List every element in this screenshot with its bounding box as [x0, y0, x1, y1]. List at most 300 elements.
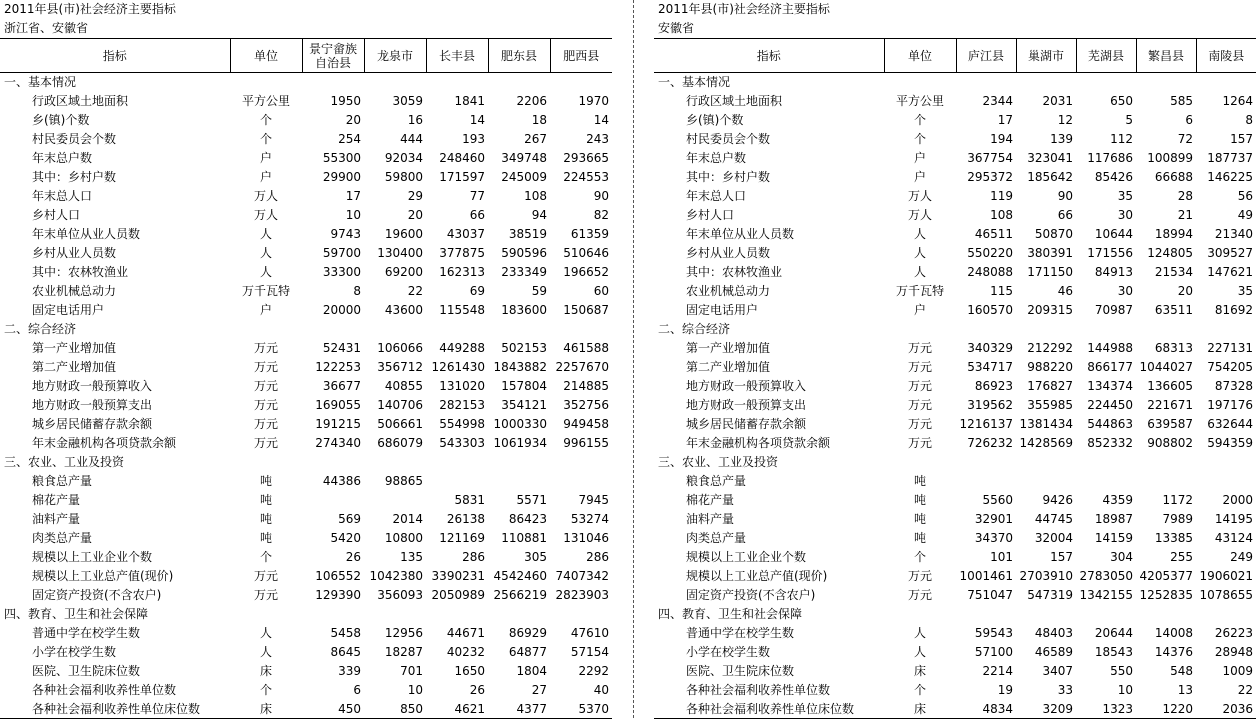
value-cell: 53274	[570, 512, 609, 526]
value-cell: 110881	[501, 531, 547, 545]
value-cell: 10644	[1094, 227, 1133, 241]
unit-cell: 人	[259, 265, 272, 279]
table-row	[0, 529, 612, 548]
value-cell: 134374	[1087, 379, 1133, 393]
indicator-label: 其中：乡村户数	[686, 170, 771, 184]
table-row	[0, 434, 612, 453]
table-row	[654, 377, 1256, 396]
indicator-label: 第一产业增加值	[32, 341, 117, 355]
value-cell: 686079	[377, 436, 423, 450]
value-cell: 43124	[1214, 531, 1253, 545]
header-county: 景宁畲族自治县	[302, 39, 364, 73]
unit-cell: 床	[230, 700, 302, 719]
value-cell: 7945	[578, 493, 609, 507]
value-cell: 122253	[315, 360, 361, 374]
header-county: 繁昌县	[1136, 39, 1196, 73]
indicator-label: 普通中学在校学生数	[32, 626, 141, 640]
value-cell: 2703910	[1019, 569, 1073, 583]
value-cell: 4377	[488, 700, 550, 719]
value-cell: 18543	[1094, 645, 1133, 659]
value-cell: 4542460	[493, 569, 547, 583]
table-row	[654, 92, 1256, 111]
table-row	[0, 396, 612, 415]
section-row	[0, 320, 612, 339]
value-cell: 1428569	[1019, 436, 1073, 450]
section-label: 四、教育、卫生和社会保障	[4, 607, 149, 621]
header-county: 肥西县	[550, 39, 612, 73]
indicator-label: 村民委员会个数	[32, 132, 117, 146]
value-cell: 639587	[1147, 417, 1193, 431]
table-row	[654, 149, 1256, 168]
value-cell: 249	[1230, 550, 1253, 564]
value-cell: 243	[586, 132, 609, 146]
section-row	[0, 453, 612, 472]
indicator-label: 普通中学在校学生数	[686, 626, 795, 640]
value-cell	[956, 453, 1016, 472]
value-cell: 101	[990, 550, 1013, 564]
table-row	[0, 377, 612, 396]
table-row	[654, 624, 1256, 643]
value-cell: 632644	[1207, 417, 1253, 431]
value-cell: 754205	[1207, 360, 1253, 374]
section-label: 一、基本情况	[4, 75, 77, 90]
value-cell: 61359	[570, 227, 609, 241]
value-cell	[364, 73, 426, 92]
unit-cell: 户	[913, 170, 926, 184]
table-row	[0, 263, 612, 282]
indicator-label: 乡(镇)个数	[32, 113, 90, 127]
value-cell: 2000	[1222, 493, 1253, 507]
value-cell: 147621	[1207, 265, 1253, 279]
value-cell: 160570	[967, 303, 1013, 317]
unit-cell: 人	[259, 626, 272, 640]
unit-cell: 平方公里	[895, 94, 944, 108]
indicator-label: 固定电话用户	[686, 303, 759, 317]
value-cell: 119	[990, 189, 1013, 203]
indicator-label: 地方财政一般预算支出	[686, 398, 807, 412]
indicator-label: 固定电话用户	[32, 303, 105, 317]
value-cell: 117686	[1087, 151, 1133, 165]
value-cell: 10800	[384, 531, 423, 545]
unit-cell: 万元	[907, 398, 932, 412]
value-cell: 9426	[1042, 493, 1073, 507]
value-cell: 12956	[384, 626, 423, 640]
indicator-label: 农业机械总动力	[686, 284, 771, 298]
value-cell: 92034	[384, 151, 423, 165]
value-cell: 157	[1050, 550, 1073, 564]
value-cell: 44386	[322, 474, 361, 488]
table-row	[654, 491, 1256, 510]
value-cell	[488, 472, 550, 491]
value-cell: 48403	[1034, 626, 1073, 640]
value-cell: 866177	[1087, 360, 1133, 374]
value-cell: 2823903	[555, 588, 609, 602]
table-row	[0, 92, 612, 111]
unit-cell: 吨	[913, 474, 926, 488]
table-body	[654, 73, 1256, 719]
table-row	[0, 415, 612, 434]
unit-cell: 户	[913, 151, 926, 165]
unit-cell: 吨	[259, 474, 272, 488]
value-cell: 319562	[967, 398, 1013, 412]
value-cell: 380391	[1027, 246, 1073, 260]
value-cell	[550, 320, 612, 339]
table-body	[0, 73, 612, 719]
value-cell: 1650	[454, 664, 485, 678]
value-cell: 4621	[426, 700, 488, 719]
indicator-label: 乡(镇)个数	[686, 113, 744, 127]
indicator-label: 其中：乡村户数	[32, 170, 117, 184]
value-cell: 1264	[1222, 94, 1253, 108]
value-cell: 274340	[315, 436, 361, 450]
section-row	[654, 320, 1256, 339]
value-cell	[1016, 453, 1076, 472]
value-cell	[1076, 605, 1136, 624]
value-cell: 21340	[1214, 227, 1253, 241]
value-cell: 28948	[1214, 645, 1253, 659]
page-title: 2011年县(市)社会经济主要指标	[4, 2, 176, 16]
value-cell: 46511	[974, 227, 1013, 241]
unit-cell: 个	[259, 683, 272, 697]
value-cell: 84913	[1094, 265, 1133, 279]
value-cell: 115	[990, 284, 1013, 298]
indicator-label: 小学在校学生数	[32, 645, 117, 659]
value-cell: 59	[531, 284, 547, 298]
unit-cell: 万元	[253, 341, 278, 355]
value-cell: 57100	[974, 645, 1013, 659]
value-cell	[1196, 453, 1256, 472]
section-label: 四、教育、卫生和社会保障	[658, 607, 803, 621]
right-page	[654, 0, 1260, 718]
table-row	[654, 225, 1256, 244]
unit-cell	[884, 605, 956, 624]
value-cell: 36677	[322, 379, 361, 393]
value-cell: 17	[345, 189, 361, 203]
unit-cell	[230, 453, 302, 472]
indicator-label: 规模以上工业企业个数	[32, 550, 153, 564]
value-cell: 594359	[1207, 436, 1253, 450]
value-cell: 4834	[956, 700, 1016, 719]
value-cell: 323041	[1027, 151, 1073, 165]
value-cell: 13385	[1154, 531, 1193, 545]
value-cell: 18	[531, 113, 547, 127]
value-cell: 33	[1057, 683, 1073, 697]
value-cell: 304	[1110, 550, 1133, 564]
value-cell: 550220	[967, 246, 1013, 260]
value-cell: 9743	[330, 227, 361, 241]
table-row	[654, 396, 1256, 415]
value-cell: 131020	[439, 379, 485, 393]
value-cell: 121169	[439, 531, 485, 545]
value-cell: 86929	[508, 626, 547, 640]
table-row	[654, 206, 1256, 225]
unit-cell: 个	[913, 550, 926, 564]
value-cell: 212292	[1027, 341, 1073, 355]
value-cell: 49	[1237, 208, 1253, 222]
value-cell	[302, 453, 364, 472]
value-cell: 996155	[563, 436, 609, 450]
table-row	[654, 263, 1256, 282]
value-cell	[550, 605, 612, 624]
indicator-label: 地方财政一般预算支出	[32, 398, 153, 412]
value-cell: 106552	[315, 569, 361, 583]
unit-cell: 万元	[253, 398, 278, 412]
value-cell: 1970	[578, 94, 609, 108]
value-cell: 14	[593, 113, 609, 127]
unit-cell	[230, 73, 302, 92]
unit-cell: 万元	[253, 436, 278, 450]
value-cell: 193	[462, 132, 485, 146]
table-row	[654, 339, 1256, 358]
header-unit: 单位	[230, 39, 302, 73]
value-cell: 19600	[384, 227, 423, 241]
value-cell: 224553	[563, 170, 609, 184]
value-cell: 17	[997, 113, 1013, 127]
table-row	[0, 130, 612, 149]
value-cell: 30	[1117, 284, 1133, 298]
value-cell: 367754	[967, 151, 1013, 165]
value-cell: 544863	[1087, 417, 1133, 431]
unit-cell: 个	[259, 550, 272, 564]
value-cell: 82	[593, 208, 609, 222]
table-row	[0, 700, 612, 719]
value-cell: 81692	[1214, 303, 1253, 317]
indicator-label: 年末单位从业人员数	[32, 227, 141, 241]
indicator-label: 医院、卫生院床位数	[32, 664, 141, 678]
value-cell	[426, 453, 488, 472]
value-cell: 2257670	[555, 360, 609, 374]
value-cell: 510646	[563, 246, 609, 260]
table-row	[654, 358, 1256, 377]
value-cell	[1136, 453, 1196, 472]
value-cell: 2566219	[493, 588, 547, 602]
value-cell: 8645	[330, 645, 361, 659]
value-cell: 1009	[1222, 664, 1253, 678]
value-cell: 108	[990, 208, 1013, 222]
section-row	[0, 605, 612, 624]
value-cell: 282153	[439, 398, 485, 412]
value-cell: 3059	[392, 94, 423, 108]
value-cell: 1841	[454, 94, 485, 108]
table-row	[654, 168, 1256, 187]
value-cell: 1000330	[493, 417, 547, 431]
value-cell: 1172	[1162, 493, 1193, 507]
value-cell: 949458	[563, 417, 609, 431]
table-row	[0, 358, 612, 377]
value-cell: 5831	[454, 493, 485, 507]
value-cell: 29900	[322, 170, 361, 184]
value-cell	[488, 320, 550, 339]
table-row	[654, 643, 1256, 662]
value-cell	[550, 73, 612, 92]
value-cell: 2014	[392, 512, 423, 526]
value-cell	[488, 453, 550, 472]
value-cell: 1950	[330, 94, 361, 108]
value-cell	[1196, 472, 1256, 491]
table-row	[654, 415, 1256, 434]
value-cell: 64877	[508, 645, 547, 659]
unit-cell: 个	[913, 113, 926, 127]
value-cell: 115548	[439, 303, 485, 317]
value-cell: 1261430	[431, 360, 485, 374]
value-cell: 196652	[563, 265, 609, 279]
value-cell: 908802	[1147, 436, 1193, 450]
unit-cell: 万元	[253, 588, 278, 602]
value-cell	[1016, 605, 1076, 624]
value-cell: 7407342	[555, 569, 609, 583]
value-cell: 162313	[439, 265, 485, 279]
unit-cell: 个	[913, 132, 926, 146]
unit-cell: 万元	[907, 379, 932, 393]
value-cell	[956, 320, 1016, 339]
value-cell: 29	[407, 189, 423, 203]
value-cell: 34370	[974, 531, 1013, 545]
value-cell: 20	[407, 208, 423, 222]
unit-cell	[884, 73, 956, 92]
value-cell: 194	[990, 132, 1013, 146]
page-divider	[633, 0, 634, 718]
value-cell: 2783050	[1079, 569, 1133, 583]
value-cell: 5571	[516, 493, 547, 507]
header-county: 巢湖市	[1016, 39, 1076, 73]
value-cell: 850	[364, 700, 426, 719]
unit-cell: 吨	[913, 512, 926, 526]
value-cell: 46589	[1034, 645, 1073, 659]
value-cell: 43037	[446, 227, 485, 241]
value-cell: 85426	[1094, 170, 1133, 184]
value-cell	[426, 73, 488, 92]
value-cell: 40	[593, 683, 609, 697]
table-row	[0, 339, 612, 358]
value-cell: 293665	[563, 151, 609, 165]
value-cell: 28	[1177, 189, 1193, 203]
value-cell	[302, 491, 364, 510]
value-cell: 60	[593, 284, 609, 298]
value-cell: 20	[1177, 284, 1193, 298]
section-row	[654, 605, 1256, 624]
value-cell: 5370	[550, 700, 612, 719]
indicator-label: 乡村人口	[32, 208, 81, 222]
indicator-label: 各种社会福利收养性单位数	[32, 683, 177, 697]
table-row	[654, 434, 1256, 453]
value-cell: 18987	[1094, 512, 1133, 526]
indicator-label: 其中：农林牧渔业	[32, 265, 129, 279]
value-cell: 295372	[967, 170, 1013, 184]
value-cell: 1323	[1076, 700, 1136, 719]
table-row	[0, 225, 612, 244]
value-cell: 77	[469, 189, 485, 203]
header-county: 南陵县	[1196, 39, 1256, 73]
value-cell: 309527	[1207, 246, 1253, 260]
value-cell: 40232	[446, 645, 485, 659]
indicator-label: 第二产业增加值	[686, 360, 771, 374]
value-cell: 1252835	[1139, 588, 1193, 602]
unit-cell: 万人	[907, 189, 932, 203]
section-label: 二、综合经济	[4, 322, 77, 336]
value-cell	[1076, 472, 1136, 491]
unit-cell: 床	[259, 664, 272, 678]
indicator-label: 年末总人口	[32, 189, 93, 203]
value-cell: 1044027	[1139, 360, 1193, 374]
value-cell: 38519	[508, 227, 547, 241]
value-cell: 35	[1117, 189, 1133, 203]
value-cell: 32004	[1034, 531, 1073, 545]
value-cell: 131046	[563, 531, 609, 545]
indicator-table	[0, 38, 612, 719]
value-cell: 90	[1057, 189, 1073, 203]
value-cell	[1196, 605, 1256, 624]
section-row	[654, 73, 1256, 92]
value-cell: 356093	[377, 588, 423, 602]
value-cell: 1001461	[959, 569, 1013, 583]
value-cell: 2036	[1196, 700, 1256, 719]
value-cell	[956, 605, 1016, 624]
value-cell: 27	[531, 683, 547, 697]
value-cell: 108	[524, 189, 547, 203]
value-cell: 8	[1245, 113, 1253, 127]
value-cell: 10	[407, 683, 423, 697]
value-cell: 1220	[1136, 700, 1196, 719]
table-row	[0, 510, 612, 529]
section-row	[0, 73, 612, 92]
value-cell: 444	[400, 132, 423, 146]
unit-cell: 万元	[253, 569, 278, 583]
value-cell: 569	[338, 512, 361, 526]
value-cell: 548	[1170, 664, 1193, 678]
value-cell: 1381434	[1019, 417, 1073, 431]
indicator-label: 第一产业增加值	[686, 341, 771, 355]
value-cell: 63511	[1154, 303, 1193, 317]
section-label: 一、基本情况	[658, 75, 731, 90]
value-cell: 5	[1125, 113, 1133, 127]
value-cell: 227131	[1207, 341, 1253, 355]
table-row	[0, 111, 612, 130]
value-cell: 176827	[1027, 379, 1073, 393]
value-cell	[1136, 605, 1196, 624]
unit-cell: 户	[259, 303, 272, 317]
value-cell: 18287	[384, 645, 423, 659]
value-cell: 14195	[1214, 512, 1253, 526]
unit-cell: 万元	[907, 569, 932, 583]
value-cell: 449288	[439, 341, 485, 355]
table-row	[654, 700, 1256, 719]
unit-cell: 万元	[907, 360, 932, 374]
table-row	[654, 567, 1256, 586]
value-cell: 554998	[439, 417, 485, 431]
value-cell: 305	[524, 550, 547, 564]
value-cell: 543303	[439, 436, 485, 450]
unit-cell	[230, 320, 302, 339]
value-cell: 254	[338, 132, 361, 146]
value-cell: 150687	[563, 303, 609, 317]
value-cell: 4205377	[1139, 569, 1193, 583]
table-row	[0, 149, 612, 168]
value-cell: 1042380	[369, 569, 423, 583]
value-cell: 461588	[563, 341, 609, 355]
indicator-label: 年末金融机构各项贷款余额	[32, 436, 177, 450]
unit-cell: 万千瓦特	[241, 284, 290, 298]
value-cell: 20	[345, 113, 361, 127]
table-row	[0, 301, 612, 320]
value-cell: 352756	[563, 398, 609, 412]
unit-cell: 人	[259, 246, 272, 260]
unit-cell: 人	[259, 227, 272, 241]
value-cell: 8	[353, 284, 361, 298]
unit-cell: 个	[913, 683, 926, 697]
value-cell	[1076, 320, 1136, 339]
unit-cell: 吨	[259, 512, 272, 526]
indicator-label: 规模以上工业总产值(现价)	[686, 569, 828, 583]
